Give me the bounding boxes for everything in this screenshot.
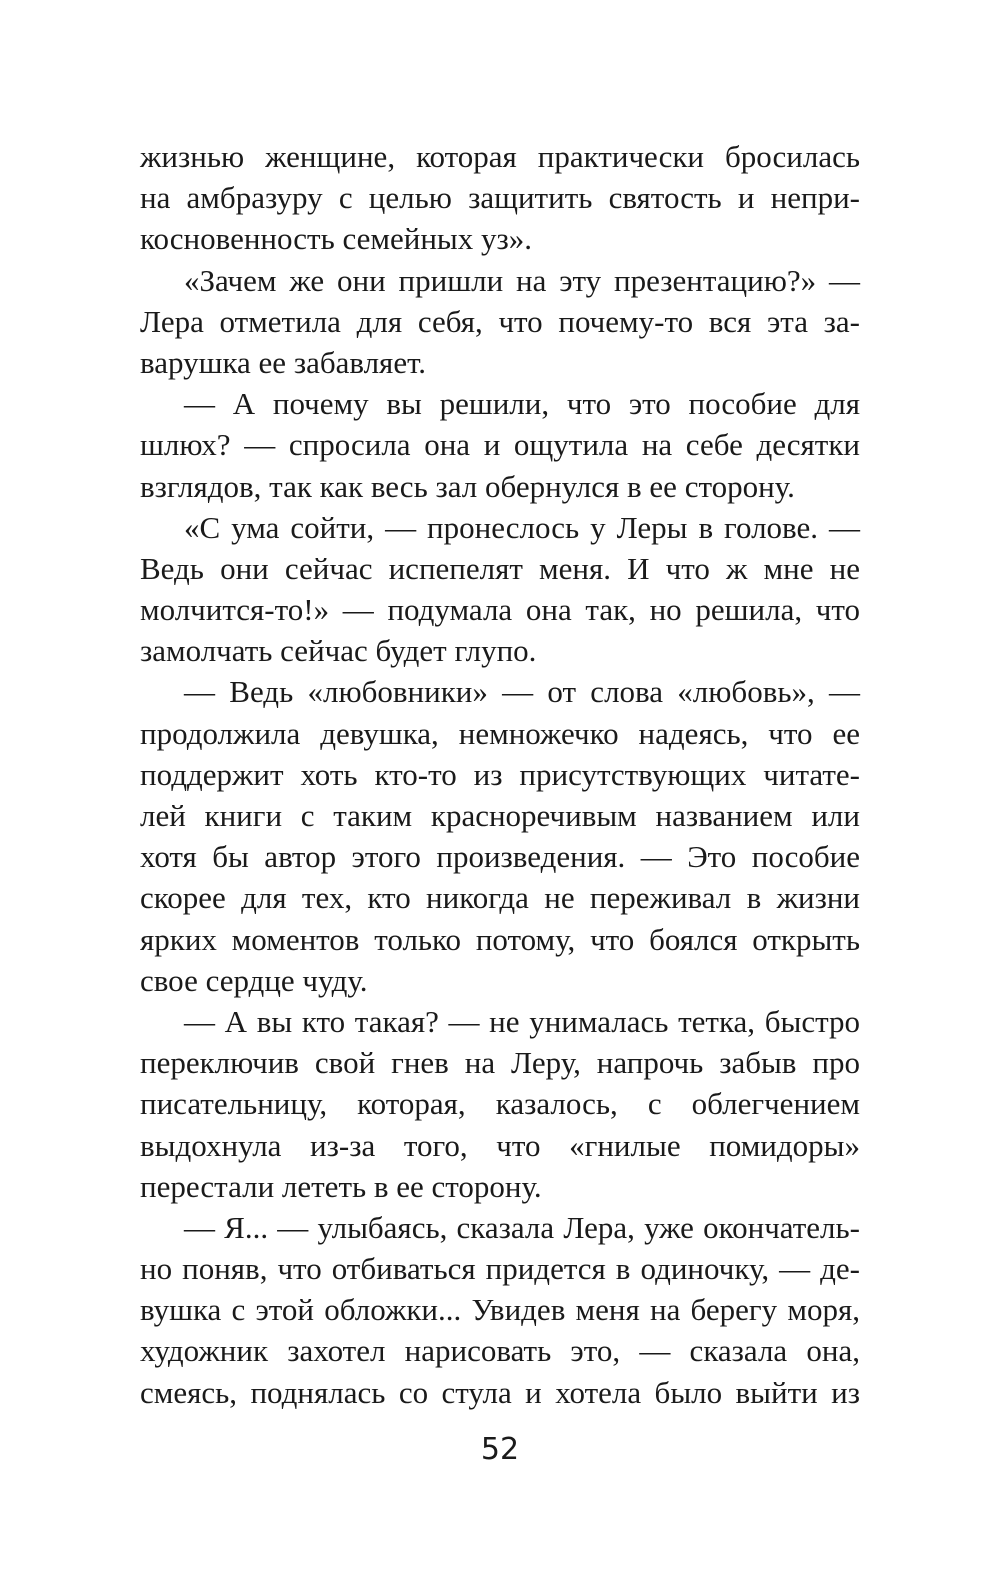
text-line: «С ума сойти, — пронеслось у Леры в голове. — xyxy=(184,509,860,545)
text-line: — А почему вы решили, что это пособие для xyxy=(184,386,860,422)
text-line: ярких моментов только потому, что боялся открыть xyxy=(140,921,860,957)
text-line: — Я... — улыбаясь, сказала Лера, уже окончатель- xyxy=(184,1209,860,1245)
text-line: — Ведь «любовники» — от слова «любовь», — xyxy=(184,674,860,710)
text-line: варушка ее забавляет. xyxy=(140,344,427,380)
text-line: выдохнула из-за того, что «гнилые помидоры» xyxy=(140,1127,860,1163)
text-line: художник захотел нарисовать это, — сказала она, xyxy=(140,1333,860,1369)
text-line: свое сердце чуду. xyxy=(140,962,368,998)
text-line: «Зачем же они пришли на эту презентацию?» — xyxy=(184,262,860,298)
text-line: вушка с этой обложки... Увидев меня на берегу моря, xyxy=(140,1292,860,1328)
text-line: на амбразуру с целью защитить святость и непри- xyxy=(140,180,860,216)
text-line: шлюх? — спросила она и ощутила на себе десятки xyxy=(140,427,860,463)
text-line: жизнью женщине, которая практически бросилась xyxy=(140,139,860,174)
text-line: но поняв, что отбиваться придется в одиночку, — де- xyxy=(140,1251,860,1287)
text-line: писательницу, которая, казалось, с облегчением xyxy=(140,1086,860,1122)
text-line: скорее для тех, кто никогда не переживал в жизни xyxy=(140,880,860,916)
text-line: смеясь, поднялась со стула и хотела было выйти из xyxy=(140,1374,860,1410)
text-line: — А вы кто такая? — не унималась тетка, быстро xyxy=(184,1003,860,1039)
text-line: продолжила девушка, немножечко надеясь, что ее xyxy=(140,715,860,751)
text-line: переключив свой гнев на Леру, напрочь забыв про xyxy=(140,1045,860,1081)
body-text xyxy=(140,136,860,1413)
text-line: хотя бы автор этого произведения. — Это пособие xyxy=(140,839,860,875)
text-line: косновенность семейных уз». xyxy=(140,221,532,257)
text-line: молчится-то!» — подумала она так, но решила, что xyxy=(140,592,860,628)
text-line: Лера отметила для себя, что почему-то вся эта за- xyxy=(140,303,860,339)
text-line: замолчать сейчас будет глупо. xyxy=(140,633,537,669)
text-line: взглядов, так как весь зал обернулся в ее сторону. xyxy=(140,468,795,504)
page-number: 52 xyxy=(480,1432,520,1467)
text-line: поддержит хоть кто-то из присутствующих читате- xyxy=(140,756,860,792)
text-line: Ведь они сейчас испепелят меня. И что ж мне не xyxy=(140,550,860,586)
text-line: лей книги с таким красноречивым названием или xyxy=(140,798,860,833)
text-line: перестали лететь в ее сторону. xyxy=(140,1168,542,1204)
